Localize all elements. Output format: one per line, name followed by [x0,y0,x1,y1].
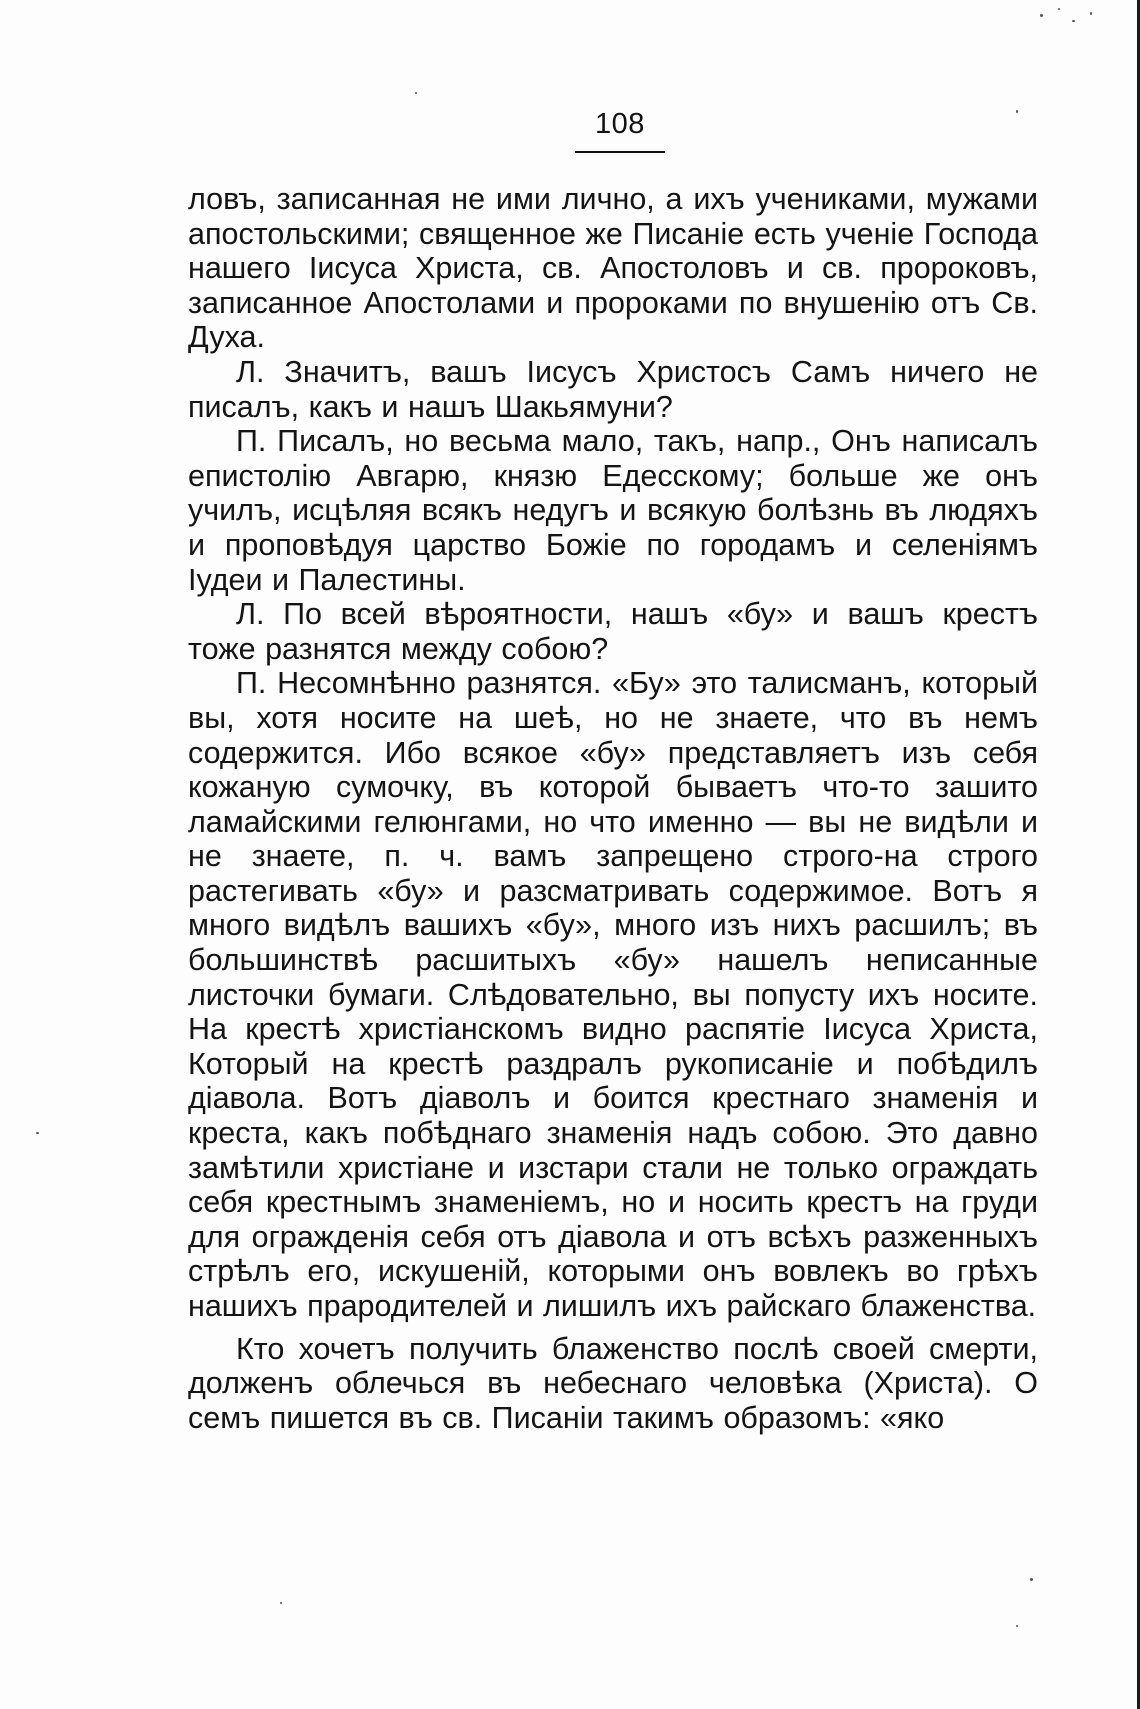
paragraph-l-question-2: Л. По всей вѣроятности, нашъ «бу» и вашъ крестъ тоже разнятся между собою? [188,597,1038,666]
page-number: 108 [595,108,645,140]
body-text [188,182,1038,1435]
paragraph-p-answer-1: П. Писалъ, но весьма мало, такъ, напр., Онъ написалъ епистолію Авгарю, князю Едесскому; больше же онъ училъ, исцѣляя всякъ недугъ и всякую болѣзнь въ людяхъ и проповѣдуя царство Божіе по городамъ и селеніямъ Іудеи и Палестины. [188,424,1038,597]
paragraph-p-answer-2: П. Несомнѣнно разнятся. «Бу» это талисманъ, который вы, хотя носите на шеѣ, но не знаете, что въ немъ содержится. Ибо всякое «бу» представляетъ изъ себя кожаную сумочку, въ которой бываетъ что-то зашито ламайскими гелюнгами, но что именно — вы не видѣли и не знаете, п. ч. вамъ запрещено строго-на строго растегивать «бу» и разсматривать содержимое. Вотъ я много видѣлъ вашихъ «бу», много изъ нихъ расшилъ; въ большинствѣ расшитыхъ «бу» нашелъ неписанные листочки бумаги. Слѣдовательно, вы попусту ихъ носите. На крестѣ христіанскомъ видно распятіе Іисуса Христа, Который на крестѣ раздралъ рукописаніе и побѣдилъ діавола. Вотъ діаволъ и боится крестнаго знаменія и креста, какъ побѣднаго знаменія надъ собою. Это давно замѣтили христіане и изстари стали не только ограждать себя крестнымъ знаменіемъ, но и носить крестъ на груди для огражденія себя отъ діавола и отъ всѣхъ разженныхъ стрѣлъ его, искушеній, которыми онъ вовлекъ во грѣхъ нашихъ прародителей и лишилъ ихъ райскаго блаженства. [188,666,1038,1323]
paragraph-closing: Кто хочетъ получить блаженство послѣ своей смерти, долженъ облечься въ небеснаго человѣка (Христа). О семъ пишется въ св. Писаніи такимъ образомъ: «яко [188,1331,1038,1435]
paragraph-continuation: ловъ, записанная не ими лично, а ихъ учениками, мужами апостольскими; священное же Писаніе есть ученіе Господа нашего Іисуса Христа, св. Апостоловъ и св. пророковъ, записанное Апостолами и пророками по внушенію отъ Св. Духа. [188,182,1038,355]
paragraph-l-question-1: Л. Значитъ, вашъ Іисусъ Христосъ Самъ ничего не писалъ, какъ и нашъ Шакьямуни? [188,354,1038,424]
page-number-underline [575,151,665,153]
